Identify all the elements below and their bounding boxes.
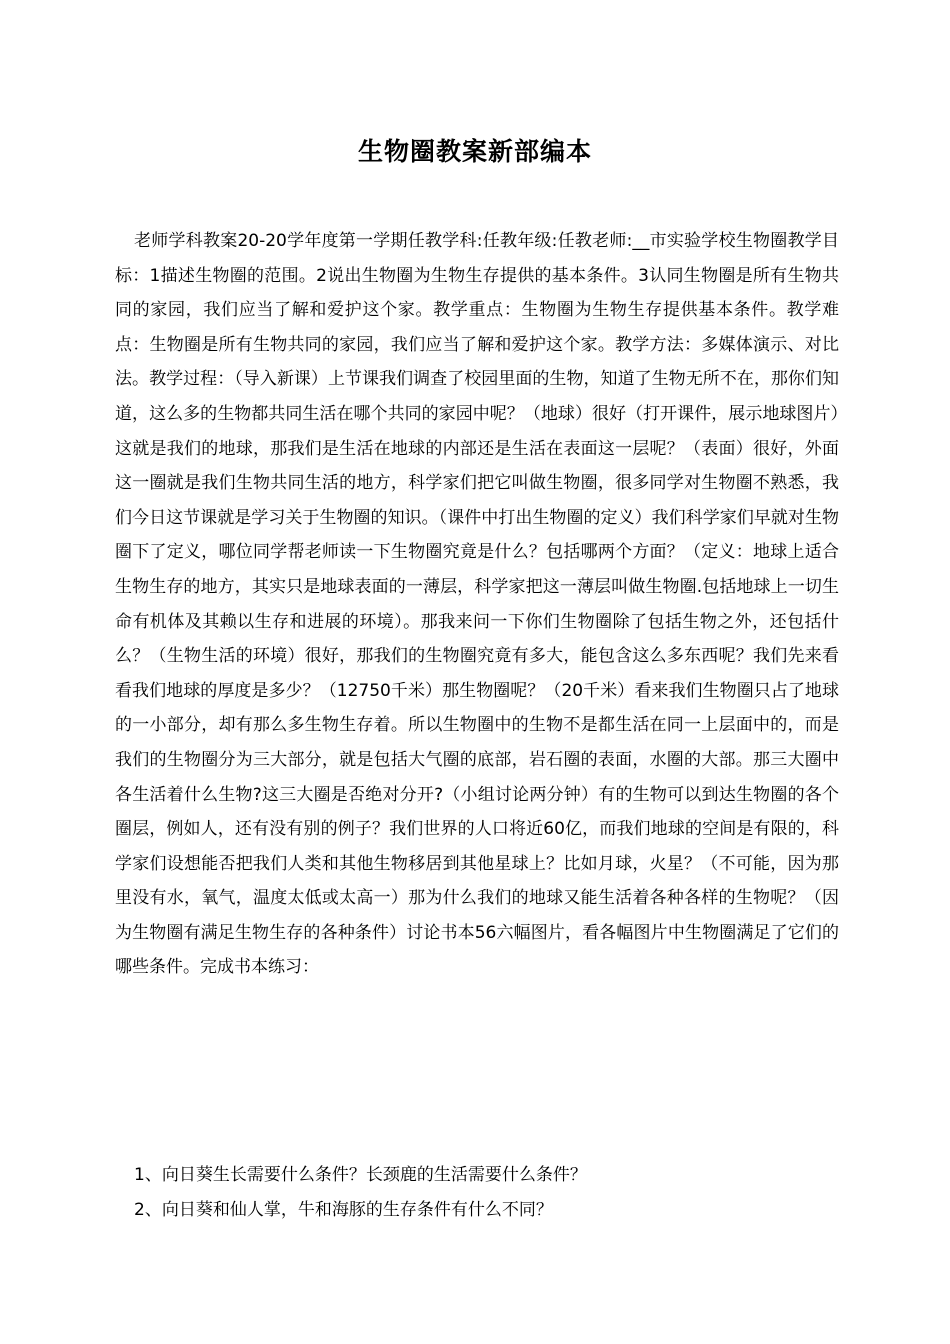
list-item: 1、向日葵生长需要什么条件？长颈鹿的生活需要什么条件？ (134, 1165, 587, 1185)
list-item: 2、向日葵和仙人掌，牛和海豚的生存条件有什么不同？ (134, 1199, 553, 1220)
document-title: 生物圈教案新部编本 (357, 137, 592, 166)
exercise-list (134, 1158, 839, 1227)
body-paragraph: 老师学科教案20-20学年度第一学期任教学科:任教年级:任教老师:__市实验学校生物圈教学目标：1描述生物圈的范围。2说出生物圈为生物生存提供的基本条件。3认同生物圈是所有生物共同的家园，我们应当了解和爱护这个家。教学重点：生物圈为生物生存提供基本条件。教学难点：生物圈是所有生物共同的家园，我们应当了解和爱护这个家。教学方法：多媒体演示、对比法。教学过程：（导入新课）上节课我们调查了校园里面的生物，知道了生物无所不在，那你们知道，这么多的生物都共同生活在哪个共同的家园中呢？（地球）很好（打开课件，展示地球图片）这就是我们的地球，那我们是生活在地球的内部还是生活在表面这一层呢？（表面）很好，外面这一圈就是我们生物共同生活的地方，科学家们把它叫做生物圈，很多同学对生物圈不熟悉，我们今日这节课就是学习关于生物圈的知识。（课件中打出生物圈的定义）我们科学家们早就对生物圈下了定义，哪位同学帮老师读一下生物圈究竟是什么？包括哪两个方面？（定义：地球上适合生物生存的地方，其实只是地球表面的一薄层，科学家把这一薄层叫做生物圈.包括地球上一切生命有机体及其赖以生存和进展的环境）。那我来问一下你们生物圈除了包括生物之外，还包括什么？（生物生活的环境）很好，那我们的生物圈究竟有多大，能包含这么多东西呢？我们先来看看我们地球的厚度是多少？（12750千米）那生物圈呢？（20千米）看来我们生物圈只占了地球的一小部分，却有那么多生物生存着。所以生物圈中的生物不是都生活在同一上层面中的，而是我们的生物圈分为三大部分，就是包括大气圈的底部，岩石圈的表面，水圈的大部。那三大圈中各生活着什么生物?这三大圈是否绝对分开?（小组讨论两分钟）有的生物可以到达生物圈的各个圈层，例如人，还有没有别的例子？我们世界的人口将近60亿，而我们地球的空间是有限的，科学家们设想能否把我们人类和其他生物移居到其他星球上？比如月球，火星？（不可能，因为那里没有水，氧气，温度太低或太高一）那为什么我们的地球又能生活着各种各样的生物呢？（因为生物圈有满足生物生存的各种条件）讨论书本56六幅图片，看各幅图片中生物圈满足了它们的哪些条件。完成书本练习： (115, 231, 839, 978)
